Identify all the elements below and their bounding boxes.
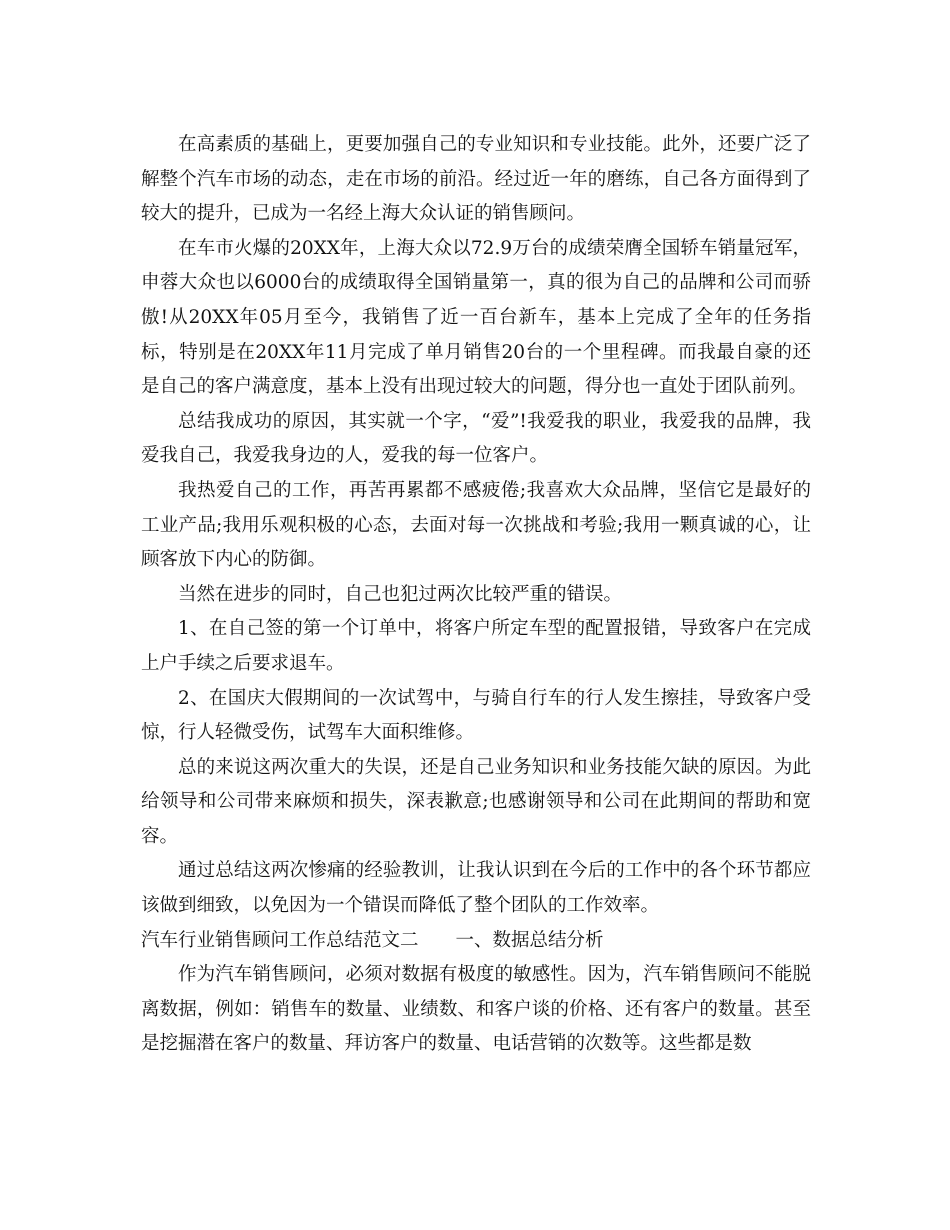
paragraph-4: 我热爱自己的工作，再苦再累都不感疲倦;我喜欢大众品牌，坚信它是最好的工业产品;我用乐观积极的心态，去面对每一次挑战和考验;我用一颗真诚的心，让顾客放下内心的防御。 — [141, 479, 811, 571]
paragraph-5: 当然在进步的同时，自己也犯过两次比较严重的错误。 — [178, 583, 623, 605]
paragraph-6: 1、在自己签的第一个订单中，将客户所定车型的配置报错，导致客户在完成上户手续之后要求退车。 — [141, 618, 811, 674]
paragraph-9: 通过总结这两次惨痛的经验教训，让我认识到在今后的工作中的各个环节都应该做到细致，以免因为一个错误而降低了整个团队的工作效率。 — [141, 860, 811, 917]
section-heading-line: 汽车行业销售顾问工作总结范文二 一、数据总结分析 — [141, 929, 604, 951]
paragraph-3: 总结我成功的原因，其实就一个字，“爱”!我爱我的职业，我爱我的品牌，我爱我自己，我爱我身边的人，爱我的每一位客户。 — [141, 410, 811, 467]
paragraph-8: 总的来说这两次重大的失误，还是自己业务知识和业务技能欠缺的原因。为此给领导和公司带来麻烦和损失，深表歉意;也感谢领导和公司在此期间的帮助和宽容。 — [141, 756, 811, 847]
paragraph-2: 在车市火爆的20XX年，上海大众以72.9万台的成绩荣膺全国轿车销量冠军，申蓉大众也以6000台的成绩取得全国销量第一，真的很为自己的品牌和公司而骄傲!从20XX年05月至今，我销售了近一百台新车，基本上完成了全年的任务指标，特别是在20XX年11月完成了单月销售20台的一个里程碑。而我最自豪的还是自己的客户满意度，基本上没有出现过较大的问题，得分也一直处于团队前列。 — [141, 237, 811, 398]
paragraph-1: 在高素质的基础上，更要加强自己的专业知识和专业技能。此外，还要广泛了解整个汽车市场的动态，走在市场的前沿。经过近一年的磨练，自己各方面得到了较大的提升，已成为一名经上海大众认证的销售顾问。 — [141, 134, 811, 225]
paragraph-7: 2、在国庆大假期间的一次试驾中，与骑自行车的行人发生擦挂，导致客户受惊，行人轻微受伤，试驾车大面积维修。 — [141, 687, 811, 744]
document-body — [141, 128, 811, 1062]
paragraph-10: 作为汽车销售顾问，必须对数据有极度的敏感性。因为，汽车销售顾问不能脱离数据，例如：销售车的数量、业绩数、和客户谈的价格、还有客户的数量。甚至是挖掘潜在客户的数量、拜访客户的数量、电话营销的次数等。这些都是数 — [141, 964, 811, 1055]
